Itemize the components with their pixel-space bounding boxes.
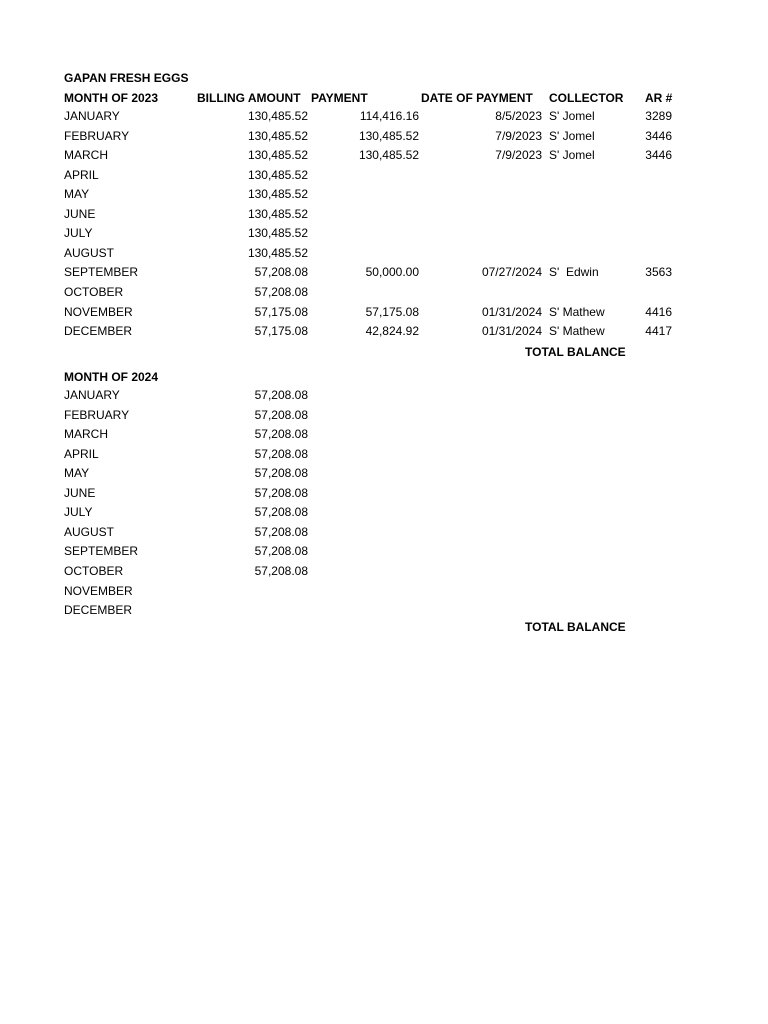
collector-cell: S' Jomel <box>549 109 595 123</box>
billing-cell: 57,208.08 <box>254 466 308 481</box>
month-cell: JUNE <box>64 206 96 221</box>
table-row <box>0 263 768 282</box>
billing-cell: 57,208.08 <box>254 524 308 539</box>
ar-cell: 3446 <box>645 128 672 143</box>
table-row <box>0 322 768 341</box>
payment-cell: 42,824.92 <box>365 324 419 339</box>
table-row <box>0 224 768 243</box>
billing-cell: 130,485.52 <box>247 109 308 123</box>
billing-cell: 57,175.08 <box>254 324 308 339</box>
month-cell: JANUARY <box>64 388 120 402</box>
header-row-2024 <box>0 368 768 387</box>
month-cell: AUGUST <box>64 524 115 539</box>
date-cell: 01/31/2024 <box>481 304 542 319</box>
total-balance-label-2023: TOTAL BALANCE <box>525 345 626 359</box>
billing-cell: 57,208.08 <box>254 563 308 578</box>
billing-cell: 130,485.52 <box>247 148 308 163</box>
table-row <box>0 386 768 405</box>
date-cell: 8/5/2023 <box>495 109 542 123</box>
header-row <box>0 89 768 108</box>
payment-cell: 114,416.16 <box>359 109 419 123</box>
collector-cell: S' Mathew <box>549 324 605 339</box>
month-cell: NOVEMBER <box>64 583 133 598</box>
table-row <box>0 464 768 483</box>
month-cell: AUGUST <box>64 245 115 260</box>
header-billing: BILLING AMOUNT <box>197 91 301 105</box>
table-row <box>0 562 768 581</box>
month-cell: FEBRUARY <box>64 407 130 422</box>
billing-cell: 57,175.08 <box>254 304 308 319</box>
billing-cell: 57,208.08 <box>254 388 308 402</box>
billing-cell: 57,208.08 <box>254 284 308 299</box>
month-cell: JANUARY <box>64 109 120 123</box>
month-cell: DECEMBER <box>64 603 133 618</box>
collector-cell: S' Jomel <box>549 128 595 143</box>
header-month-2024: MONTH OF 2024 <box>64 370 159 384</box>
collector-cell: S' Jomel <box>549 148 595 163</box>
month-cell: DECEMBER <box>64 324 133 339</box>
month-cell: MARCH <box>64 148 108 163</box>
billing-cell: 57,208.08 <box>254 485 308 500</box>
date-cell: 7/9/2023 <box>495 128 542 143</box>
total-row-2023 <box>0 343 768 362</box>
header-ar: AR # <box>645 91 673 105</box>
header-collector: COLLECTOR <box>549 91 624 105</box>
table-row <box>0 303 768 322</box>
month-cell: MAY <box>64 466 90 481</box>
month-cell: NOVEMBER <box>64 304 133 319</box>
billing-cell: 130,485.52 <box>247 206 308 221</box>
ar-cell: 3563 <box>645 265 672 280</box>
table-row <box>0 127 768 146</box>
month-cell: OCTOBER <box>64 563 124 578</box>
month-cell: APRIL <box>64 167 99 182</box>
month-cell: MAY <box>64 187 90 202</box>
table-row <box>0 244 768 263</box>
total-balance-label-2024: TOTAL BALANCE <box>525 620 626 634</box>
date-cell: 07/27/2024 <box>481 265 542 280</box>
ar-cell: 3446 <box>645 148 672 163</box>
header-date: DATE OF PAYMENT <box>421 91 533 105</box>
billing-cell: 57,208.08 <box>254 544 308 559</box>
billing-cell: 57,208.08 <box>254 427 308 442</box>
billing-cell: 57,208.08 <box>254 505 308 520</box>
table-row <box>0 503 768 522</box>
table-row <box>0 445 768 464</box>
date-cell: 7/9/2023 <box>495 148 542 163</box>
month-cell: OCTOBER <box>64 284 124 299</box>
ar-cell: 3289 <box>645 109 672 123</box>
table-row <box>0 283 768 302</box>
collector-cell: S' Edwin <box>549 265 599 280</box>
date-cell: 01/31/2024 <box>481 324 542 339</box>
header-payment: PAYMENT <box>311 91 368 105</box>
total-row-2024 <box>0 618 768 637</box>
collector-cell: S' Mathew <box>549 304 605 319</box>
billing-cell: 130,485.52 <box>247 128 308 143</box>
title-row <box>0 69 768 88</box>
billing-cell: 57,208.08 <box>254 446 308 461</box>
billing-cell: 130,485.52 <box>247 167 308 182</box>
month-cell: APRIL <box>64 446 99 461</box>
payment-cell: 50,000.00 <box>365 265 419 280</box>
payment-cell: 57,175.08 <box>365 304 419 319</box>
table-row <box>0 146 768 165</box>
billing-cell: 57,208.08 <box>254 407 308 422</box>
table-row <box>0 582 768 601</box>
table-row <box>0 107 768 126</box>
header-month-2023: MONTH OF 2023 <box>64 91 159 105</box>
month-cell: MARCH <box>64 427 108 442</box>
billing-cell: 130,485.52 <box>247 245 308 260</box>
table-row <box>0 205 768 224</box>
table-row <box>0 484 768 503</box>
billing-cell: 130,485.52 <box>247 187 308 202</box>
payment-cell: 130,485.52 <box>358 148 419 163</box>
sheet-title: GAPAN FRESH EGGS <box>64 71 189 85</box>
payment-cell: 130,485.52 <box>358 128 419 143</box>
billing-cell: 130,485.52 <box>247 226 308 241</box>
table-row <box>0 425 768 444</box>
month-cell: SEPTEMBER <box>64 265 139 280</box>
table-row <box>0 166 768 185</box>
month-cell: JULY <box>64 226 93 241</box>
ar-cell: 4416 <box>645 304 672 319</box>
billing-cell: 57,208.08 <box>254 265 308 280</box>
table-row <box>0 523 768 542</box>
month-cell: JULY <box>64 505 93 520</box>
ar-cell: 4417 <box>645 324 672 339</box>
month-cell: SEPTEMBER <box>64 544 139 559</box>
month-cell: FEBRUARY <box>64 128 130 143</box>
month-cell: JUNE <box>64 485 96 500</box>
table-row <box>0 185 768 204</box>
table-row <box>0 406 768 425</box>
table-row <box>0 542 768 561</box>
